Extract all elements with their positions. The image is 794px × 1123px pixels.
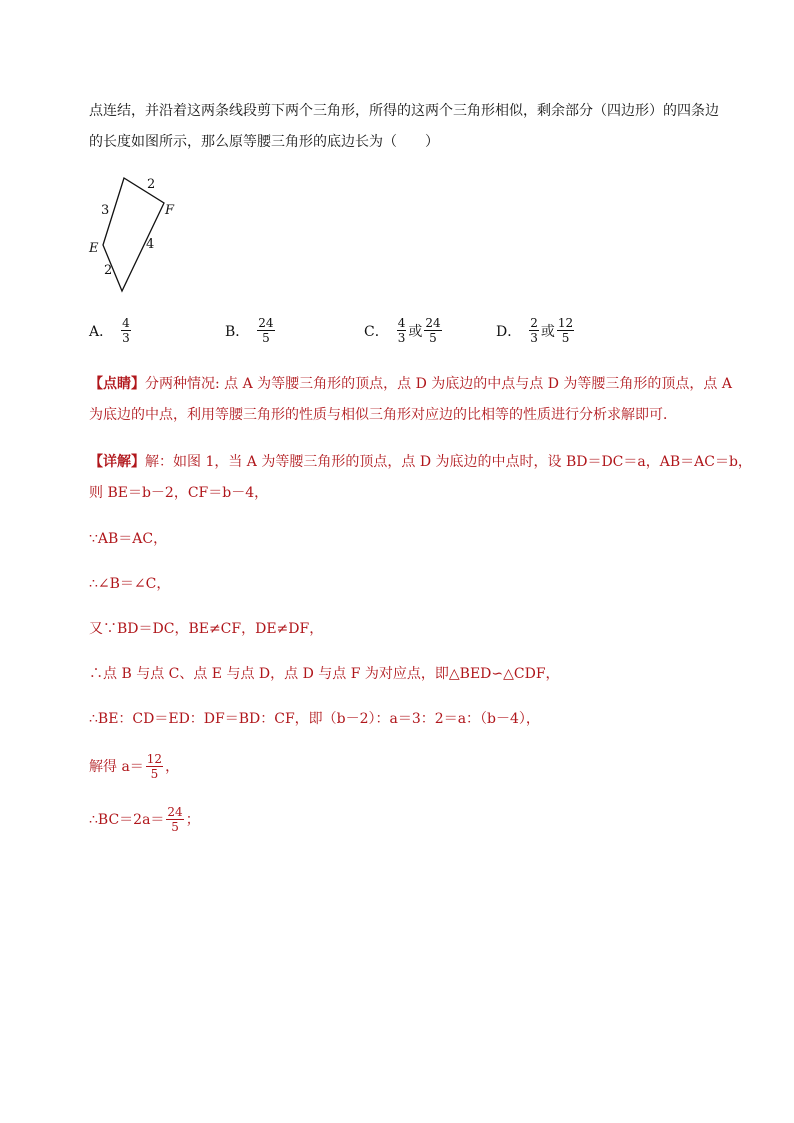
- detail-tag: 【详解】: [89, 454, 145, 470]
- option-b-label: B．: [225, 323, 250, 340]
- detail-fraction-8: $\frac{12}{5}$: [146, 752, 163, 781]
- option-d-joiner: 或: [540, 323, 555, 340]
- detail-text-1: 解：如图 1，当 A 为等腰三角形的顶点，点 D 为底边的中点时，设 BD＝DC＝a，AB＝AC＝b，: [145, 454, 752, 470]
- option-a-label: A．: [89, 323, 114, 340]
- detail-line-5: 又∵BD＝DC，BE≠CF，DE≠DF，: [89, 621, 324, 637]
- detail-line-9: ∴BC＝2a＝ $\frac{24}{5}$ ；: [89, 805, 200, 834]
- option-c-label: C．: [364, 323, 389, 340]
- option-a-fraction: $\frac{4}{3}$: [122, 316, 130, 345]
- question-line-2: 的长度如图所示，那么原等腰三角形的底边长为（ ）: [89, 134, 439, 150]
- detail-text-8: 解得 a＝: [89, 758, 144, 775]
- hint-line-1: [89, 374, 732, 394]
- option-b-fraction: $\frac{24}{5}$: [258, 316, 274, 345]
- detail-line-7: ∴BE：CD＝ED：DF＝BD：CF，即（b－2）：a＝3：2＝a：（b－4），: [89, 711, 540, 727]
- detail-text-9: ∴BC＝2a＝: [89, 811, 165, 828]
- detail-fraction-9: $\frac{24}{5}$: [167, 805, 183, 834]
- option-c-fraction-2: $\frac{24}{5}$: [425, 316, 441, 345]
- detail-line-1: [89, 452, 752, 472]
- side-label-left: 3: [101, 203, 110, 218]
- option-b[interactable]: [225, 316, 277, 345]
- quadrilateral-figure: [84, 168, 184, 298]
- option-a[interactable]: [89, 316, 133, 345]
- option-d[interactable]: [496, 316, 576, 345]
- detail-line-4: ∴∠B＝∠C，: [89, 576, 171, 592]
- option-c-joiner: 或: [408, 323, 423, 340]
- option-d-fraction-2: $\frac{12}{5}$: [557, 316, 574, 345]
- side-label-right: 4: [146, 237, 155, 252]
- hint-tag: 【点睛】: [89, 376, 145, 392]
- hint-line-2: 为底边的中点，利用等腰三角形的性质与相似三角形对应边的比相等的性质进行分析求解即可．: [89, 407, 677, 423]
- vertex-label-F: F: [165, 203, 175, 218]
- detail-line-8: 解得 a＝ $\frac{12}{5}$ ，: [89, 752, 180, 781]
- option-d-label: D．: [496, 323, 522, 340]
- side-label-top: 2: [147, 177, 156, 192]
- hint-text-1: 分两种情况: 点 A 为等腰三角形的顶点，点 D 为底边的中点与点 D 为等腰三角形的顶点，点 A: [145, 376, 732, 392]
- vertex-label-E: E: [89, 241, 99, 256]
- option-c[interactable]: [364, 316, 444, 345]
- option-c-fraction-1: $\frac{4}{3}$: [397, 316, 406, 345]
- option-d-fraction-1: $\frac{2}{3}$: [530, 316, 538, 345]
- detail-line-3: ∵AB＝AC，: [89, 531, 168, 547]
- detail-line-2: 则 BE＝b－2，CF＝b－4，: [89, 485, 269, 501]
- question-line-1: 点连结，并沿着这两条线段剪下两个三角形，所得的这两个三角形相似，剩余部分（四边形）的四条边: [89, 103, 719, 119]
- side-label-bottom: 2: [104, 263, 113, 278]
- detail-line-6: ∴点 B 与点 C、点 E 与点 D，点 D 与点 F 为对应点，即△BED∽△CDF，: [89, 666, 560, 682]
